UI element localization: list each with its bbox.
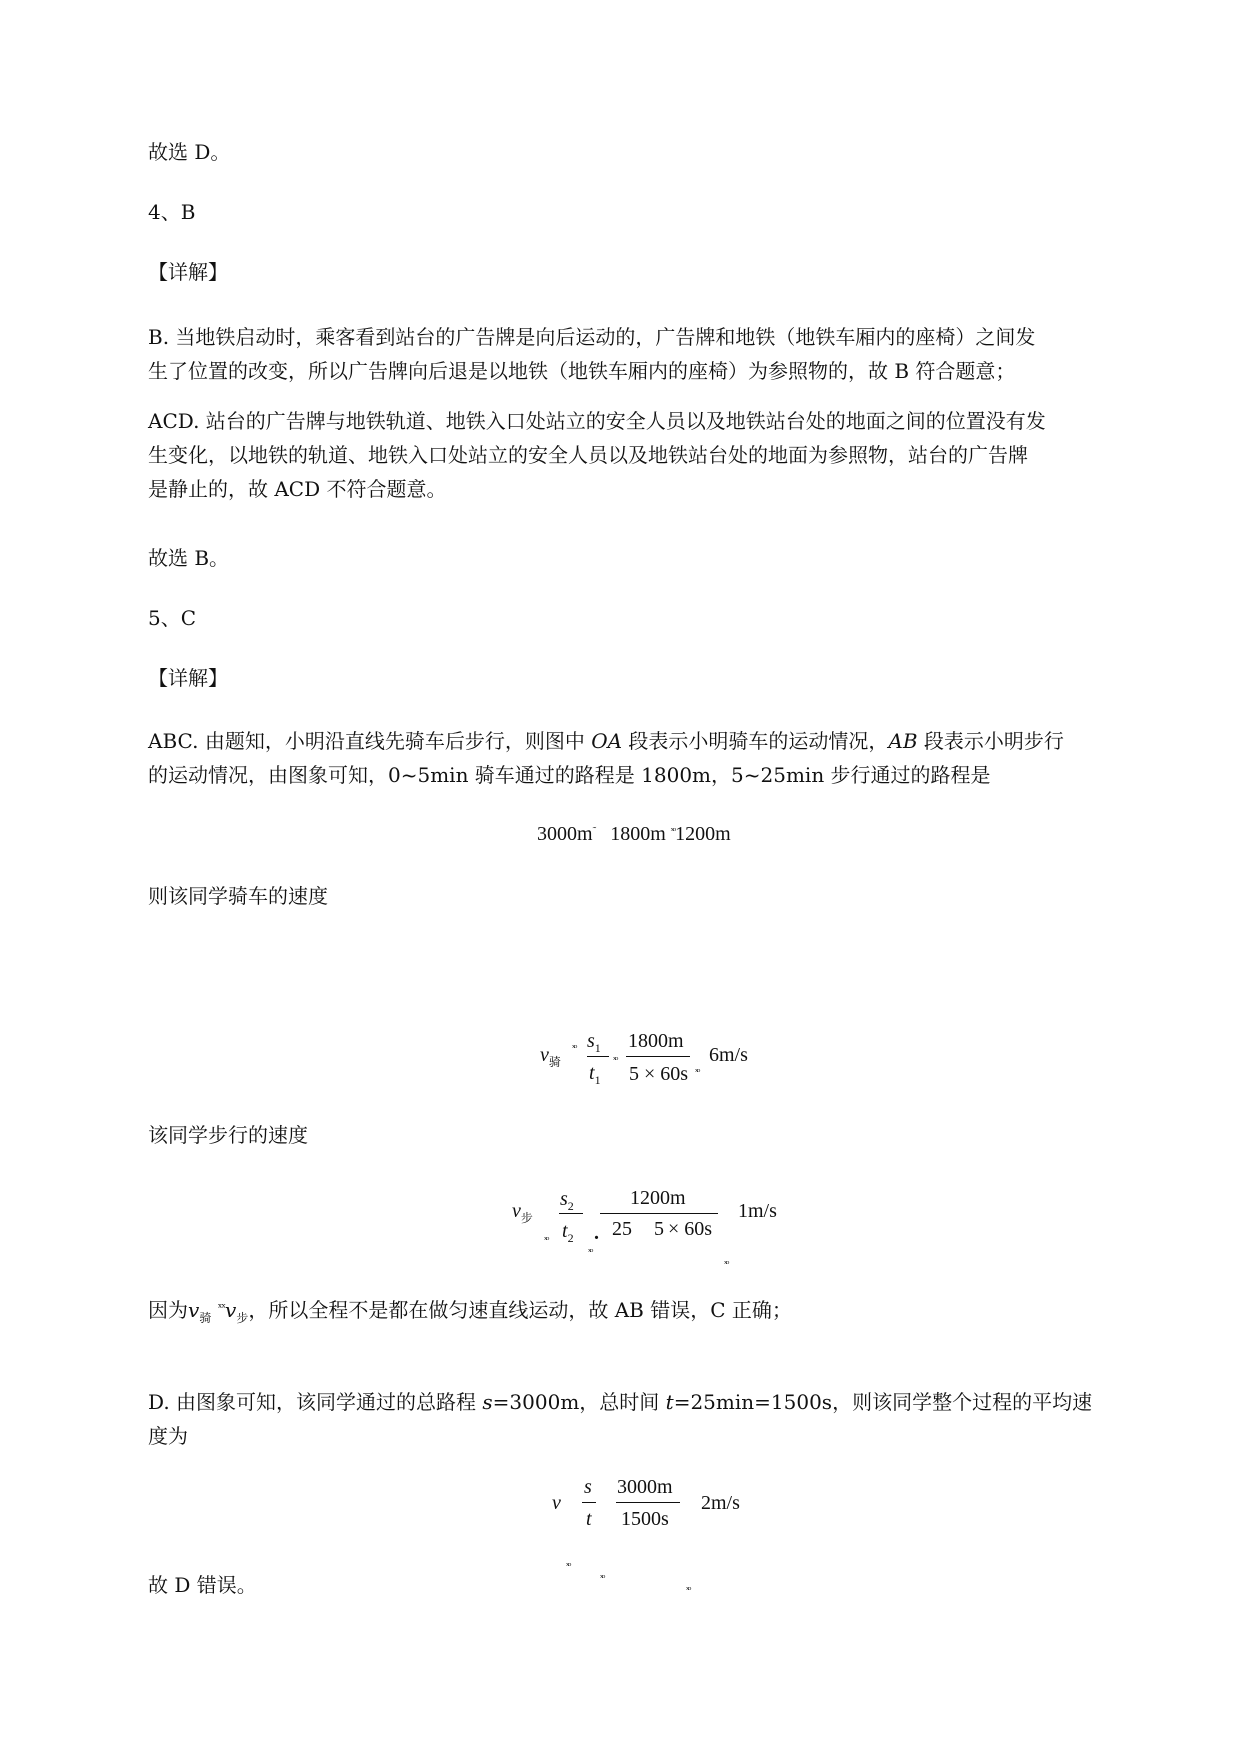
eq5-garble-1: ˣᵒ <box>566 1560 571 1572</box>
paragraph-4acd-line-1: ACD. 站台的广告牌与地铁轨道、地铁入口处站立的安全人员以及地铁站台处的地面之间的位置没有发 <box>148 409 1046 433</box>
v-cycling-symbol: v <box>188 1298 200 1322</box>
paragraph-4acd-line-2: 生变化，以地铁的轨道、地铁入口处站立的安全人员以及地铁站台处的地面为参照物，站台的广告牌 <box>148 443 1028 467</box>
comparison-sentence: 因为$v_骑$ $^{ˣˣ}v_步$，所以全程不是都在做匀速直线运动，故 AB 错误，C 正确； <box>148 1298 792 1325</box>
eq2-garble-3: ˣᵒ <box>695 1066 700 1078</box>
paragraph-5d-line-2: 度为 <box>148 1424 188 1448</box>
eq3-garble-3: ˣᵒ <box>724 1258 729 1270</box>
eq3-frac1-bar <box>559 1213 583 1214</box>
paragraph-4b-line-2: 生了位置的改变，所以广告牌向后退是以地铁（地铁车厢内的座椅）为参照物的，故 B 符合题意； <box>148 359 1016 383</box>
eq5-garble-2: ˣᵒ <box>600 1572 605 1584</box>
eq5-result: 2m/s <box>701 1492 740 1514</box>
cycling-speed-intro: 则该同学骑车的速度 <box>148 884 328 908</box>
eq3-frac2-den-b: 5 <box>654 1218 664 1240</box>
paragraph-5abc-line-1: ABC. 由题知，小明沿直线先骑车后步行，则图中 OA 段表示小明骑车的运动情况，AB 段表示小明步行 <box>148 729 1064 753</box>
eq5-v: v <box>552 1492 561 1514</box>
eq5-frac2-bar <box>616 1502 680 1503</box>
paragraph-5abc <box>148 724 1158 792</box>
eq3-v: $v_步$ <box>512 1200 533 1225</box>
paragraph-4acd-line-3: 是静止的，故 ACD 不符合题意。 <box>148 477 447 501</box>
detail-heading-4: 【详解】 <box>148 260 228 284</box>
v-walking-symbol: v <box>225 1298 237 1322</box>
question-5-answer: 5、C <box>148 606 197 630</box>
eq2-garble-2: ˣᵒ <box>613 1054 618 1066</box>
eq3-frac2-bar <box>600 1213 718 1214</box>
eq5-frac2-den: 1500s <box>621 1508 669 1530</box>
question-4-answer: 4、B <box>148 200 196 224</box>
eq3-garble-2: ˣᵒ <box>588 1246 593 1258</box>
paragraph-4acd <box>148 404 1158 506</box>
paragraph-4b <box>148 320 1158 388</box>
eq2-v: $v_骑$ <box>540 1044 561 1069</box>
detail-heading-5: 【详解】 <box>148 666 228 690</box>
eq3-result: 1m/s <box>738 1200 777 1222</box>
paragraph-5d <box>148 1385 1158 1453</box>
eq2-garble-1: ˣᵒ <box>572 1042 577 1054</box>
eq2-result: 6m/s <box>709 1044 748 1066</box>
answer-3-conclusion: 故选 D。 <box>148 140 231 164</box>
eq2-frac1-den: $t_1$ <box>589 1062 601 1087</box>
eq2-frac1-num: $s_1$ <box>587 1030 601 1055</box>
eq2-frac2-bar <box>626 1056 690 1057</box>
answer-5-conclusion: 故 D 错误。 <box>148 1573 257 1597</box>
walking-speed-intro: 该同学步行的速度 <box>148 1123 308 1147</box>
eq3-garble-1: ˣᵒ <box>544 1234 549 1246</box>
eq2-frac2-num: 1800m <box>628 1030 684 1052</box>
eq3-frac1-num: $s_2$ <box>560 1188 574 1213</box>
paragraph-5abc-line-2: 的运动情况，由图象可知，0~5min 骑车通过的路程是 1800m，5~25min 步行通过的路程是 <box>148 763 991 787</box>
eq5-frac1-bar <box>582 1502 596 1503</box>
eq3-frac2-den-a: 25 <box>612 1218 632 1240</box>
paragraph-4b-line-1: B. 当地铁启动时，乘客看到站台的广告牌是向后运动的，广告牌和地铁（地铁车厢内的座椅）之间发 <box>148 325 1036 349</box>
eq5-frac1-den: t <box>586 1508 592 1530</box>
eq3-frac2-den-c: × 60s <box>668 1218 713 1240</box>
answer-4-conclusion: 故选 B。 <box>148 546 230 570</box>
eq2-frac1-bar <box>587 1056 609 1057</box>
eq3-dot-1: . <box>594 1222 599 1244</box>
segment-ab: AB <box>888 729 918 753</box>
eq5-frac1-num: s <box>584 1476 592 1498</box>
eq2-frac2-den: 5 × 60s <box>629 1063 689 1085</box>
equation-distance: 3000m˜ 1800m $^{ˣᵒ}$1200m <box>537 823 731 845</box>
inequality-sign: ˣˣ <box>217 1301 226 1314</box>
eq3-frac2-num: 1200m <box>630 1187 686 1209</box>
eq3-frac1-den: $t_2$ <box>562 1220 574 1245</box>
segment-oa: OA <box>591 729 623 753</box>
eq5-garble-3: ˣᵒ <box>686 1584 691 1596</box>
paragraph-5d-line-1: D. 由图象可知，该同学通过的总路程 s=3000m，总时间 t=25min=1500s，则该同学整个过程的平均速 <box>148 1390 1093 1414</box>
eq5-frac2-num: 3000m <box>617 1476 673 1498</box>
